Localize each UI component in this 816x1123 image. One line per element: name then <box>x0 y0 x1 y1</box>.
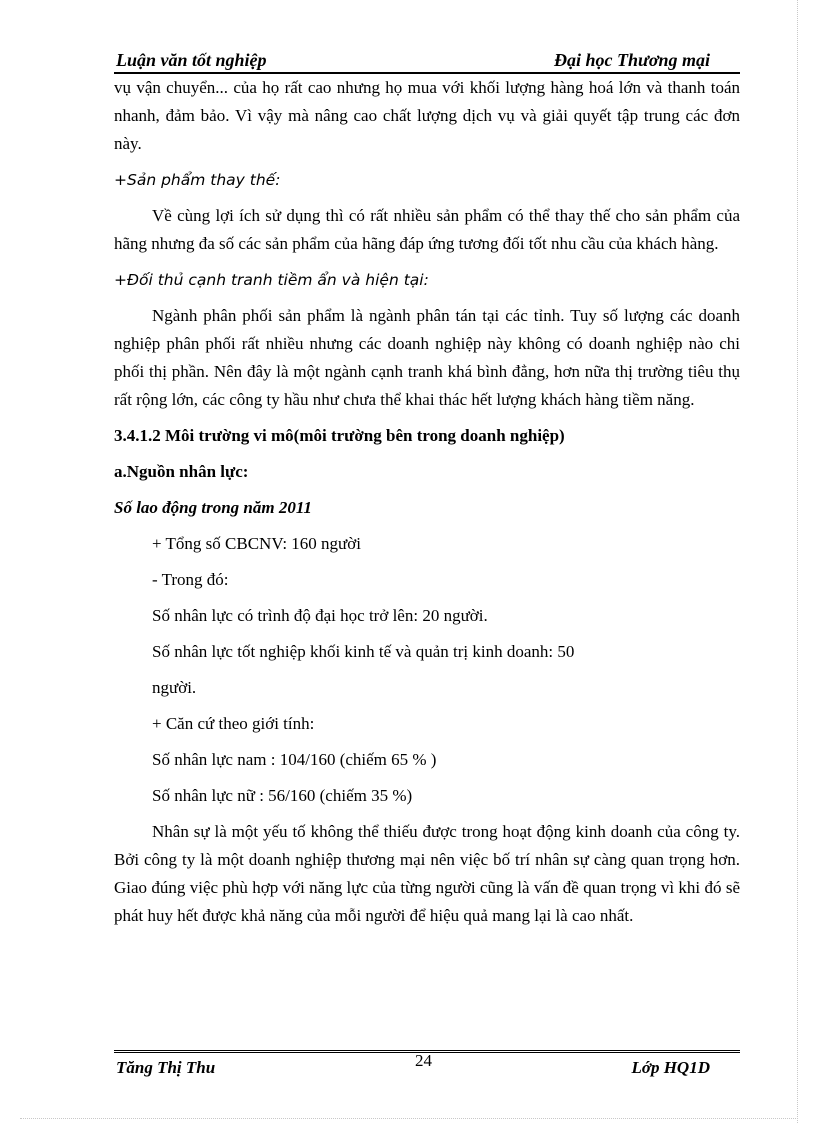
list-item-female: Số nhân lực nữ : 56/160 (chiếm 35 %) <box>152 786 413 805</box>
header-university: Đại học Thương mại <box>554 50 710 70</box>
paragraph-hr-importance: Nhân sự là một yếu tố không thể thiếu được trong hoạt động kinh doanh của công ty. Bởi công ty là một doanh nghiệp thương mại nên việc bố trí nhân sự càng quan trọng hơn. Giao đúng việc phù hợp với năng lực của từng người cũng là vấn đề quan trọng vì khi đó sẽ phát huy hết được khả năng của mỗi người để hiệu quả mang lại là cao nhất. <box>114 822 740 925</box>
page-header <box>114 48 740 74</box>
page-number: 24 <box>415 1051 432 1070</box>
section-heading-human-resources: a.Nguồn nhân lực: <box>114 462 249 481</box>
page-edge-guide-bottom <box>20 1118 796 1119</box>
paragraph-substitutes: Về cùng lợi ích sử dụng thì có rất nhiều sản phẩm có thể thay thế cho sản phẩm của hãng nhưng đa số các sản phẩm của hãng đáp ứng tương đối tốt nhu cầu của khách hàng. <box>114 206 740 253</box>
list-item-total-staff: + Tổng số CBCNV: 160 người <box>152 534 361 553</box>
section-heading-labor-2011: Số lao động trong năm 2011 <box>114 498 312 517</box>
footer-class: Lớp HQ1D <box>631 1058 710 1077</box>
list-item-by-gender: + Căn cứ theo giới tính: <box>152 714 315 733</box>
header-thesis-title: Luận văn tốt nghiệp <box>116 50 267 70</box>
section-heading-micro-environment: 3.4.1.2 Môi trường vi mô(môi trường bên trong doanh nghiệp) <box>114 426 565 445</box>
list-item-of-which: - Trong đó: <box>152 570 229 589</box>
paragraph-continuation: vụ vận chuyển... của họ rất cao nhưng họ mua với khối lượng hàng hoá lớn và thanh toán nhanh, đảm bảo. Vì vậy mà nâng cao chất lượng dịch vụ và giải quyết tập trung các đơn này. <box>114 78 740 153</box>
subheading-competitors: +Đối thủ cạnh tranh tiềm ẩn và hiện tại: <box>114 271 429 289</box>
list-item-male: Số nhân lực nam : 104/160 (chiếm 65 % ) <box>152 750 437 769</box>
subheading-substitutes: +Sản phẩm thay thế: <box>114 171 281 189</box>
paragraph-competitors: Ngành phân phối sản phẩm là ngành phân tán tại các tỉnh. Tuy số lượng các doanh nghiệp phân phối rất nhiều nhưng các doanh nghiệp này không có doanh nghiệp nào chi phối thị phần. Nên đây là một ngành cạnh tranh khá bình đẳng, hơn nữa thị trường tiêu thụ rất rộng lớn, các công ty hầu như chưa thể khai thác hết lượng khách hàng tiềm năng. <box>114 306 740 409</box>
page-content <box>114 74 740 930</box>
page-edge-guide-right <box>797 0 798 1123</box>
page-footer <box>114 1050 740 1083</box>
list-item-economics-graduates: Số nhân lực tốt nghiệp khối kinh tế và quản trị kinh doanh: 50 <box>152 642 575 661</box>
footer-author: Tăng Thị Thu <box>116 1058 216 1077</box>
list-item-university-degree: Số nhân lực có trình độ đại học trở lên: 20 người. <box>152 606 488 625</box>
list-item-economics-graduates-cont: người. <box>152 678 197 697</box>
